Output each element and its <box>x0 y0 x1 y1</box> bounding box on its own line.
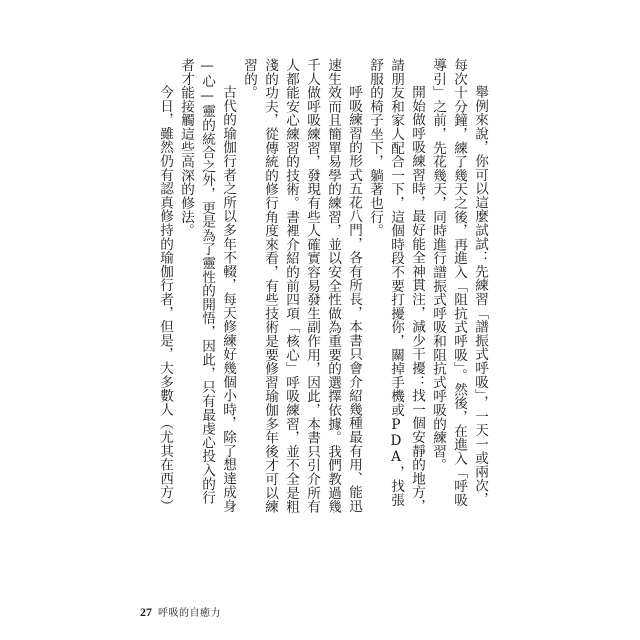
paragraph-3: 呼吸練習的形式五花八門，各有所長，本書只會介紹幾種最有用、能迅速生效而且簡單易學的練習，並以安全性做為重要的選擇依據。我們教過幾千人做呼吸練習，發現有些人確實容易發生副作用，因此，本書只引介所有人都能安心練習的技術。書裡介紹的前四項「核心」呼吸練習，並不全是粗淺的功夫，從傳統的修行角度來看，有些技術是要修習瑜伽多年後才可以練習的。 <box>241 58 362 514</box>
page-number: 27 <box>140 605 152 619</box>
page-footer <box>140 604 221 620</box>
running-title: 呼吸的自癒力 <box>158 608 221 619</box>
paragraph-5: 今日，雖然仍有認真修持的瑜伽行者，但是，大多數人（尤其在西方） <box>157 85 173 513</box>
paragraph-4: 古代的瑜伽行者之所以多年不輟，每天修練好幾個小時，除了想達成身—心—靈的統合之外，更是為了靈性的開悟，因此，只有最虔心投入的行者才能接觸這些高深的修法。 <box>178 58 236 513</box>
paragraph-2: 開始做呼吸練習時，最好能全神貫注，減少干擾：找一個安靜的地方，請朋友和家人配合一下，這個時段不要打擾你，關掉手機或PDA，找張舒服的椅子坐下，躺著也行。 <box>367 58 425 513</box>
paragraph-1: 舉例來說，你可以這麼試試：先練習「譜振式呼吸」，一天一或兩次，每次十分鐘，練了幾天之後，再進入「阻抗式呼吸」。然後，在進入「呼吸導引」之前，先花幾天，同時進行譜振式呼吸和阻抗式呼吸的練習。 <box>430 58 488 507</box>
body-text-vertical <box>154 58 490 518</box>
